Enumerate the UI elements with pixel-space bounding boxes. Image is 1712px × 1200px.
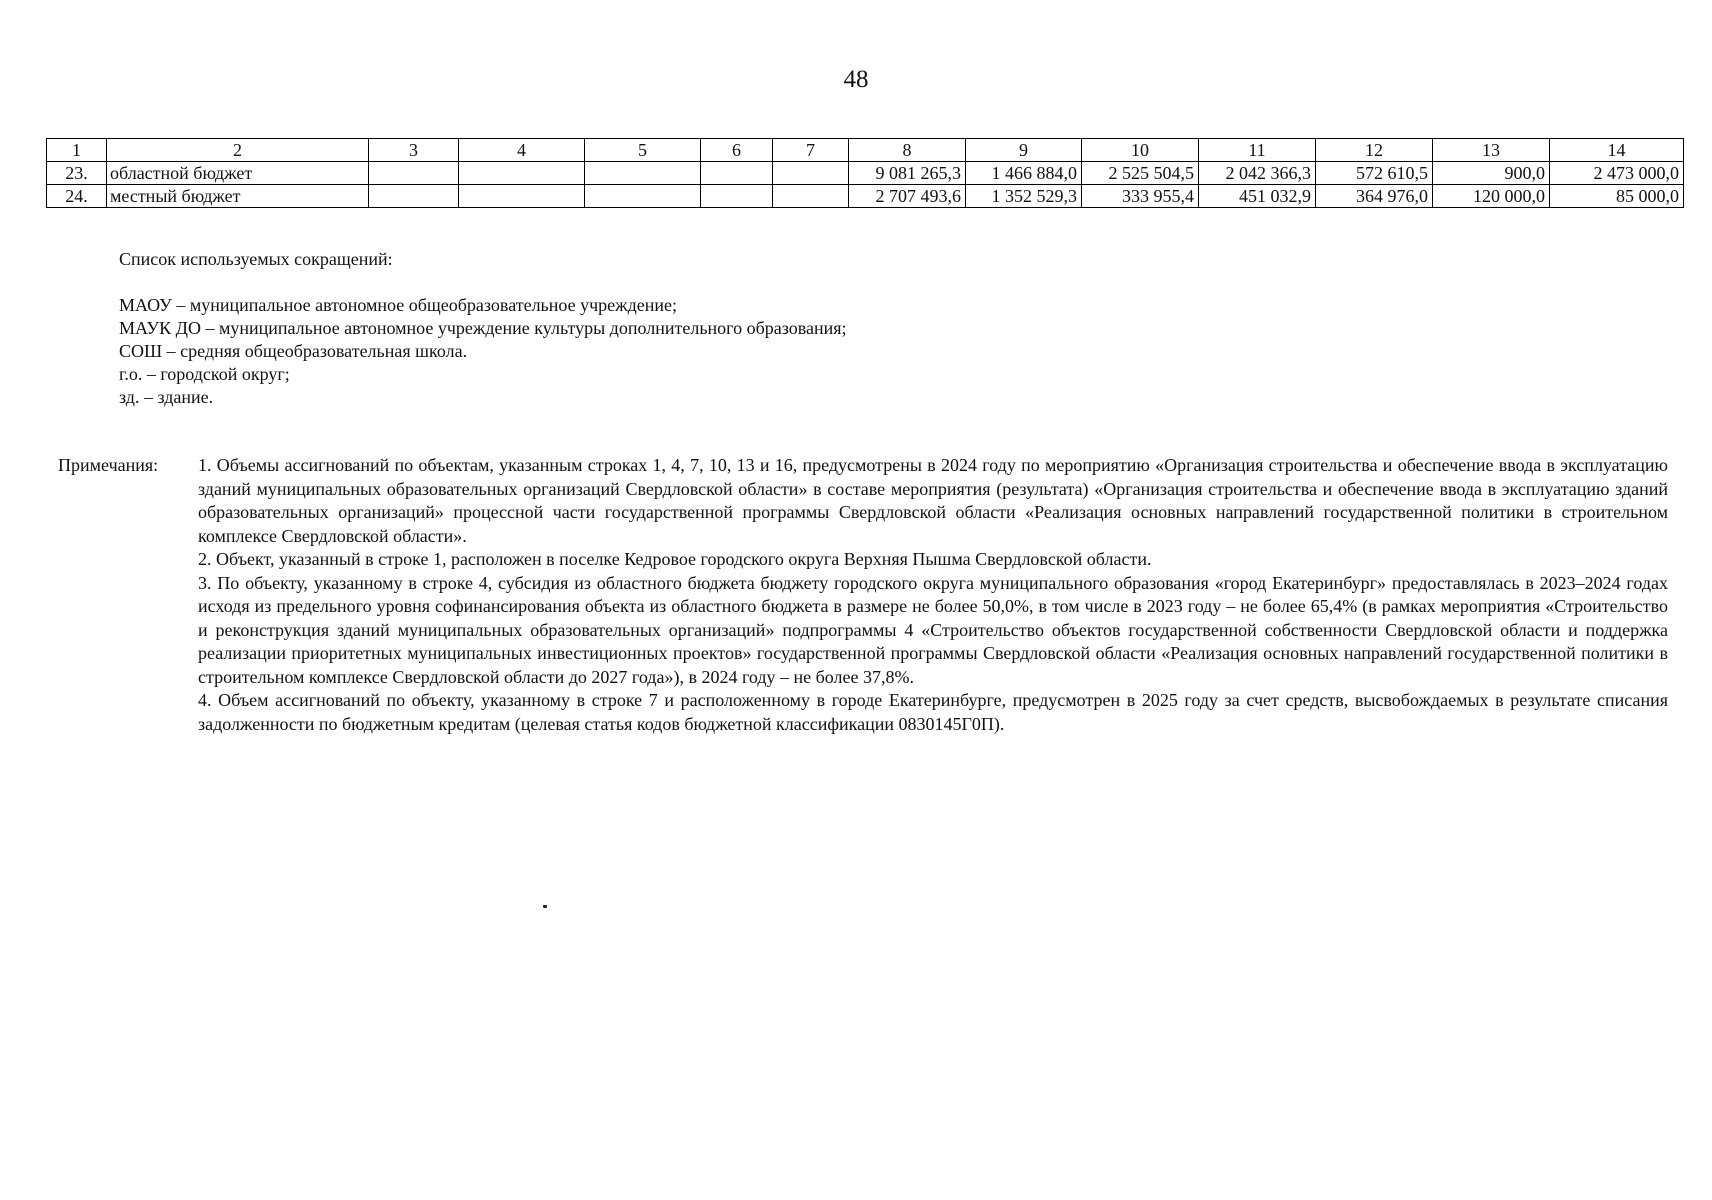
notes-section xyxy=(58,454,1668,736)
table-cell xyxy=(369,162,459,185)
column-header: 1 xyxy=(47,139,107,162)
column-header: 8 xyxy=(849,139,966,162)
table-cell: 2 042 366,3 xyxy=(1199,162,1316,185)
scan-mark xyxy=(543,905,547,908)
table-cell: 85 000,0 xyxy=(1550,185,1684,208)
abbreviation-item: МАОУ – муниципальное автономное общеобразовательное учреждение; xyxy=(119,295,677,315)
row-name: областной бюджет xyxy=(107,162,369,185)
table-cell xyxy=(459,185,585,208)
table-cell: 2 707 493,6 xyxy=(849,185,966,208)
note-item: 3. По объекту, указанному в строке 4, субсидия из областного бюджета бюджету городского округа муниципального образования «город Екатеринбург» предоставлялась в 2023–2024 годах исходя из предельного уровня софинансирования объекта из областного бюджета в размере не более 50,0%, в том числе в 2023 году – не более 65,4% (в рамках мероприятия «Строительство и реконструкция зданий муниципальных образовательных организаций» подпрограммы 4 «Строительство объектов государственной собственности Свердловской области и поддержка реализации приоритетных муниципальных инвестиционных проектов» государственной программы Свердловской области «Реализация основных направлений государственной политики в строительном комплексе Свердловской области до 2027 года»), в 2024 году – не более 37,8%. xyxy=(198,572,1668,687)
budget-table xyxy=(46,138,1684,208)
row-number: 24. xyxy=(47,185,107,208)
abbreviations-section xyxy=(119,248,847,409)
notes-label: Примечания: xyxy=(58,455,159,475)
table-cell: 900,0 xyxy=(1433,162,1550,185)
abbreviation-item: СОШ – средняя общеобразовательная школа. xyxy=(119,341,468,361)
notes-body xyxy=(198,454,1668,736)
table-row xyxy=(47,162,1684,185)
note-item: 2. Объект, указанный в строке 1, расположен в поселке Кедровое городского округа Верхняя Пышма Свердловской области. xyxy=(198,549,1152,569)
table-cell: 572 610,5 xyxy=(1316,162,1433,185)
table-cell: 120 000,0 xyxy=(1433,185,1550,208)
column-header: 6 xyxy=(701,139,773,162)
table-cell xyxy=(459,162,585,185)
column-header: 2 xyxy=(107,139,369,162)
table-cell xyxy=(585,162,701,185)
note-item: 4. Объем ассигнований по объекту, указанному в строке 7 и расположенному в городе Екатеринбурге, предусмотрен в 2025 году за счет средств, высвобождаемых в результате списания задолженности по бюджетным кредитам (целевая статья кодов бюджетной классификации 0830145Г0П). xyxy=(198,690,1668,734)
abbreviation-item: МАУК ДО – муниципальное автономное учреждение культуры дополнительного образования; xyxy=(119,318,847,338)
column-header: 4 xyxy=(459,139,585,162)
table-cell xyxy=(585,185,701,208)
table-cell: 1 352 529,3 xyxy=(966,185,1082,208)
table-cell: 1 466 884,0 xyxy=(966,162,1082,185)
column-header: 11 xyxy=(1199,139,1316,162)
page-number: 48 xyxy=(843,66,869,93)
table-cell xyxy=(701,162,773,185)
abbreviations-title: Список используемых сокращений: xyxy=(119,249,393,269)
row-name: местный бюджет xyxy=(107,185,369,208)
table-cell: 9 081 265,3 xyxy=(849,162,966,185)
column-header: 12 xyxy=(1316,139,1433,162)
table-row xyxy=(47,185,1684,208)
table-cell xyxy=(773,162,849,185)
column-header: 5 xyxy=(585,139,701,162)
column-header: 7 xyxy=(773,139,849,162)
table-header-row xyxy=(47,139,1684,162)
column-header: 13 xyxy=(1433,139,1550,162)
column-header: 3 xyxy=(369,139,459,162)
table-cell xyxy=(773,185,849,208)
table-cell: 364 976,0 xyxy=(1316,185,1433,208)
column-header: 14 xyxy=(1550,139,1684,162)
table-cell xyxy=(369,185,459,208)
table-cell: 451 032,9 xyxy=(1199,185,1316,208)
row-number: 23. xyxy=(47,162,107,185)
table-cell: 333 955,4 xyxy=(1082,185,1199,208)
note-item: 1. Объемы ассигнований по объектам, указанным строках 1, 4, 7, 10, 13 и 16, предусмотрены в 2024 году по мероприятию «Организация строительства и обеспечение ввода в эксплуатацию зданий муниципальных образовательных организаций Свердловской области» в составе мероприятия (результата) «Организация строительства и обеспечение ввода в эксплуатацию зданий образовательных организаций» процессной части государственной программы Свердловской области «Реализация основных направлений государственной политики в строительном комплексе Свердловской области». xyxy=(198,455,1668,546)
table-cell: 2 525 504,5 xyxy=(1082,162,1199,185)
column-header: 9 xyxy=(966,139,1082,162)
abbreviation-item: зд. – здание. xyxy=(119,387,214,407)
abbreviation-item: г.о. – городской округ; xyxy=(119,364,290,384)
column-header: 10 xyxy=(1082,139,1199,162)
table-cell: 2 473 000,0 xyxy=(1550,162,1684,185)
table-cell xyxy=(701,185,773,208)
